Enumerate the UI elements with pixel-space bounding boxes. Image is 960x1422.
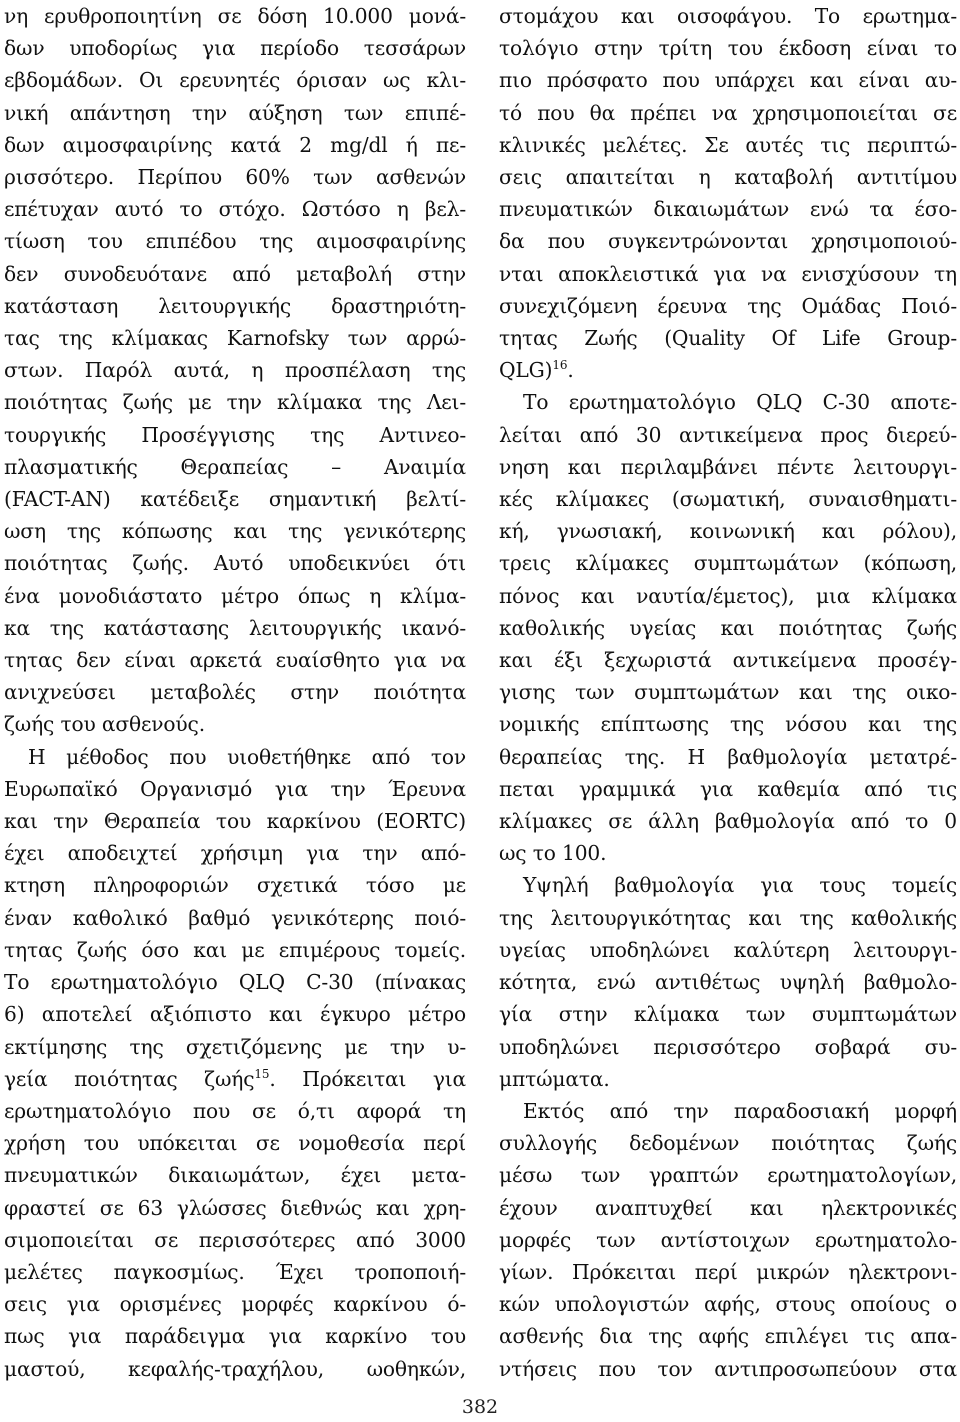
line-text: 6) αποτελεί αξιόπιστο και έγκυρο μέτρο: [4, 1002, 466, 1027]
line-text-continued: . Πρόκειται για: [269, 1066, 466, 1091]
line-text: ζωής του ασθενούς.: [4, 712, 205, 737]
text-line: [4, 515, 466, 547]
line-text: και έξι ξεχωριστά αντικείμενα προσέγ-: [499, 648, 957, 673]
line-text: έχει αποδειχτεί χρήσιμη για την από-: [4, 841, 466, 866]
text-line: [4, 64, 466, 96]
line-text: συνεχιζόμενη έρευνα της Ομάδας Ποιό-: [499, 293, 957, 318]
line-text: εβδομάδων. Οι ερευνητές όρισαν ως κλι-: [4, 68, 466, 93]
text-line: [4, 1063, 466, 1095]
line-text: κότητα, ενώ αντιθέτως υψηλή βαθμολο-: [499, 970, 957, 995]
text-line: [4, 644, 466, 676]
line-text: της λειτουργικότητας και της καθολικής: [499, 905, 957, 930]
text-line: [4, 1159, 466, 1191]
line-text: κή, γνωσιακή, κοινωνική και ρόλου),: [499, 519, 957, 544]
text-line: [4, 934, 466, 966]
line-text: πεται γραμμικά για καθεμία από τις: [499, 776, 957, 801]
line-text: (FACT-AN) κατέδειξε σημαντική βελτί-: [4, 487, 466, 512]
text-line: [499, 998, 957, 1030]
text-line: [499, 515, 957, 547]
text-line: [499, 934, 957, 966]
text-line: [4, 0, 466, 32]
line-text: σεις για ορισμένες μορφές καρκίνου ό-: [4, 1292, 466, 1317]
line-text: γίων. Πρόκειται περί μικρών ηλεκτρονι-: [499, 1259, 957, 1284]
line-text-continued: .: [567, 358, 574, 383]
text-line: [499, 32, 957, 64]
line-text: έχουν αναπτυχθεί και ηλεκτρονικές: [499, 1195, 957, 1220]
text-line: [499, 354, 957, 386]
line-text: ντήσεις που τον αντιπροσωπεύουν στα: [499, 1356, 957, 1381]
text-line: [4, 966, 466, 998]
text-line: [499, 1224, 957, 1256]
line-text: δων αιμοσφαιρίνης κατά 2 mg/dl ή πε-: [4, 132, 466, 157]
text-line: [499, 644, 957, 676]
text-line: [499, 97, 957, 129]
right-column: [499, 0, 957, 1385]
line-text: δα που συγκεντρώνονται χρησιμοποιού-: [499, 229, 957, 254]
text-line: [499, 741, 957, 773]
text-line: [4, 1224, 466, 1256]
line-text: τολόγιο στην τρίτη του έκδοση είναι το: [499, 36, 957, 61]
text-line: [499, 0, 957, 32]
text-line: [499, 129, 957, 161]
text-line: [4, 547, 466, 579]
text-line: [499, 676, 957, 708]
line-text: ποιότητας ζωής με την κλίμακα της Λει-: [4, 390, 466, 415]
page-number: 382: [461, 1396, 499, 1418]
text-line: [499, 966, 957, 998]
line-text: καθολικής υγείας και ποιότητας ζωής: [499, 615, 957, 640]
reference-number: 16: [552, 358, 568, 373]
text-line: [4, 998, 466, 1030]
line-text: τητας δεν είναι αρκετά ευαίσθητο για να: [4, 648, 466, 673]
text-line: [4, 1031, 466, 1063]
line-text: δεν συνοδευότανε από μεταβολή στην: [4, 261, 466, 286]
text-line: [4, 32, 466, 64]
text-line: [499, 612, 957, 644]
line-text: φραστεί σε 63 γλώσσες διεθνώς και χρη-: [4, 1195, 466, 1220]
line-text: ποιότητας ζωής. Αυτό υποδεικνύει ότι: [4, 551, 466, 576]
text-line: [499, 1288, 957, 1320]
line-text: κατάσταση λειτουργικής δραστηριότη-: [4, 293, 466, 318]
text-line: [499, 451, 957, 483]
line-text: πνευματικών δικαιωμάτων, έχει μετα-: [4, 1163, 466, 1188]
text-line: [499, 419, 957, 451]
text-line: [499, 805, 957, 837]
line-text: γισης των συμπτωμάτων και της οικο-: [499, 680, 957, 705]
line-text: τό που θα πρέπει να χρησιμοποιείται σε: [499, 100, 957, 125]
line-text: σεις απαιτείται η καταβολή αντιτίμου: [499, 165, 957, 190]
line-text: στων. Παρόλ αυτά, η προσπέλαση της: [4, 358, 466, 383]
line-text: γία στην κλίμακα των συμπτωμάτων: [499, 1002, 957, 1027]
line-text: στομάχου και οισοφάγου. Το ερωτημα-: [499, 4, 957, 28]
line-text: τρεις κλίμακες συμπτωμάτων (κόπωση,: [499, 551, 957, 576]
line-text: συλλογής δεδομένων ποιότητας ζωής: [499, 1131, 957, 1156]
text-line: [499, 258, 957, 290]
left-column: [4, 0, 466, 1385]
text-line: [4, 837, 466, 869]
text-line: [4, 1288, 466, 1320]
text-line: [4, 386, 466, 418]
text-line: [499, 1031, 957, 1063]
text-line: [499, 902, 957, 934]
line-text: ανιχνεύσει μεταβολές στην ποιότητα: [4, 680, 466, 705]
text-line: [499, 1095, 957, 1127]
text-line: [4, 676, 466, 708]
line-text: κτηση πληροφοριών σχετικά τόσο με: [4, 873, 466, 898]
text-line: [499, 1353, 957, 1385]
text-line: [4, 805, 466, 837]
text-line: [499, 547, 957, 579]
line-text: τουργικής Προσέγγισης της Αντινεο-: [4, 422, 466, 447]
line-text: νηση και περιλαμβάνει πέντε λειτουργι-: [499, 454, 957, 479]
text-line: [499, 869, 957, 901]
line-text: υγείας υποδηλώνει καλύτερη λειτουργι-: [499, 937, 957, 962]
text-line: [4, 580, 466, 612]
line-text: χρήση του υπόκειται σε νομοθεσία περί: [4, 1131, 466, 1156]
text-line: [4, 225, 466, 257]
text-line: [4, 1127, 466, 1159]
text-line: [4, 612, 466, 644]
line-text: μελέτες παγκοσμίως. Έχει τροποποιή-: [4, 1259, 466, 1284]
line-text: Υψηλή βαθμολογία για τους τομείς: [523, 873, 957, 898]
line-text: κλινικές μελέτες. Σε αυτές τις περιπτώ-: [499, 132, 957, 157]
text-line: [4, 773, 466, 805]
line-text: νται αποκλειστικά για να ενισχύσουν τη: [499, 261, 957, 286]
line-text: νική απάντηση την αύξηση των επιπέ-: [4, 100, 466, 125]
text-line: [4, 193, 466, 225]
text-line: [4, 708, 466, 740]
text-line: [499, 580, 957, 612]
line-text: και την Θεραπεία του καρκίνου (EORTC): [4, 809, 466, 834]
line-text: γεία ποιότητας ζωής: [4, 1066, 255, 1091]
text-line: [4, 1353, 466, 1385]
line-text: δων υποδορίως για περίοδο τεσσάρων: [4, 36, 466, 61]
line-text: Εκτός από την παραδοσιακή μορφή: [523, 1098, 957, 1123]
line-text: νη ερυθροποιητίνη σε δόση 10.000 μονά-: [4, 4, 466, 28]
text-line: [499, 161, 957, 193]
text-line: [499, 1256, 957, 1288]
line-text: έναν καθολικό βαθμό γενικότερης ποιό-: [4, 905, 466, 930]
text-line: [499, 225, 957, 257]
line-text: υποδηλώνει περισσότερο σοβαρά συ-: [499, 1034, 957, 1059]
text-line: [4, 322, 466, 354]
line-text: τητας ζωής όσο και με επιμέρους τομείς.: [4, 937, 466, 962]
text-line: [4, 290, 466, 322]
text-line: [4, 161, 466, 193]
text-line: [4, 97, 466, 129]
line-text: μορφές των αντίστοιχων ερωτηματολο-: [499, 1227, 957, 1252]
line-text: τας της κλίμακας Karnofsky των αρρώ-: [4, 326, 466, 351]
text-line: [4, 451, 466, 483]
line-text: Το ερωτηματολόγιο QLQ C-30 (πίνακας: [4, 970, 466, 995]
line-text: Ευρωπαϊκό Οργανισμό για την Έρευνα: [4, 776, 466, 801]
line-text: μέσω των γραπτών ερωτηματολογίων,: [499, 1163, 957, 1188]
line-text: πλασματικής Θεραπείας – Αναιμία: [4, 454, 466, 479]
text-line: [499, 708, 957, 740]
text-line: [4, 902, 466, 934]
line-text: Η μέθοδος που υιοθετήθηκε από τον: [28, 744, 466, 769]
text-line: [499, 290, 957, 322]
text-line: [499, 1127, 957, 1159]
text-line: [4, 354, 466, 386]
text-line: [4, 258, 466, 290]
line-text: επέτυχαν αυτό το στόχο. Ωστόσο η βελ-: [4, 197, 466, 222]
text-line: [499, 64, 957, 96]
text-line: [4, 741, 466, 773]
line-text: εκτίμησης της σχετιζόμενης με την υ-: [4, 1034, 466, 1059]
line-text: νομικής επίπτωσης της νόσου και της: [499, 712, 957, 737]
line-text: ωση της κόπωσης και της γενικότερης: [4, 519, 466, 544]
line-text: τίωση του επιπέδου της αιμοσφαιρίνης: [4, 229, 466, 254]
text-line: [4, 1192, 466, 1224]
line-text: κές κλίμακες (σωματική, συναισθηματι-: [499, 487, 957, 512]
line-text: μαστού, κεφαλής-τραχήλου, ωοθηκών,: [4, 1356, 466, 1381]
line-text: κών υπολογιστών αφής, στους οποίους ο: [499, 1292, 957, 1317]
line-text: ερωτηματολόγιο που σε ό,τι αφορά τη: [4, 1098, 466, 1123]
line-text: τητας Ζωής (Quality Of Life Group-: [499, 326, 957, 351]
line-text: πνευματικών δικαιωμάτων ενώ τα έσο-: [499, 197, 957, 222]
line-text: ασθενής δια της αφής επιλέγει τις απα-: [499, 1324, 957, 1349]
line-text: κλίμακες σε άλλη βαθμολογία από το 0: [499, 809, 957, 834]
text-line: [499, 1192, 957, 1224]
line-text: πόνος και ναυτία/έμετος), μια κλίμακα: [499, 583, 957, 608]
line-text: Το ερωτηματολόγιο QLQ C-30 αποτε-: [523, 390, 957, 415]
text-line: [499, 773, 957, 805]
text-line: [499, 837, 957, 869]
reference-number: 15: [254, 1066, 270, 1081]
text-line: [499, 1159, 957, 1191]
line-text: κα της κατάστασης λειτουργικής ικανό-: [4, 615, 466, 640]
text-line: [499, 322, 957, 354]
line-text: QLG): [499, 358, 553, 383]
text-line: [4, 419, 466, 451]
line-text: θεραπείας της. Η βαθμολογία μετατρέ-: [499, 744, 957, 769]
text-line: [4, 1256, 466, 1288]
line-text: μπτώματα.: [499, 1066, 610, 1091]
text-line: [4, 1320, 466, 1352]
line-text: πιο πρόσφατο που υπάρχει και είναι αυ-: [499, 68, 957, 93]
text-line: [499, 386, 957, 418]
line-text: πως για παράδειγμα για καρκίνο του: [4, 1324, 466, 1349]
text-line: [499, 483, 957, 515]
text-line: [4, 1095, 466, 1127]
text-line: [499, 1320, 957, 1352]
text-line: [4, 483, 466, 515]
line-text: σιμοποιείται σε περισσότερες από 3000: [4, 1227, 466, 1252]
text-line: [499, 1063, 957, 1095]
text-line: [4, 129, 466, 161]
line-text: λείται από 30 αντικείμενα προς διερεύ-: [499, 422, 957, 447]
text-line: [4, 869, 466, 901]
line-text: ως το 100.: [499, 841, 607, 866]
text-line: [499, 193, 957, 225]
line-text: ένα μονοδιάστατο μέτρο όπως η κλίμα-: [4, 583, 466, 608]
line-text: ρισσότερο. Περίπου 60% των ασθενών: [4, 165, 466, 190]
